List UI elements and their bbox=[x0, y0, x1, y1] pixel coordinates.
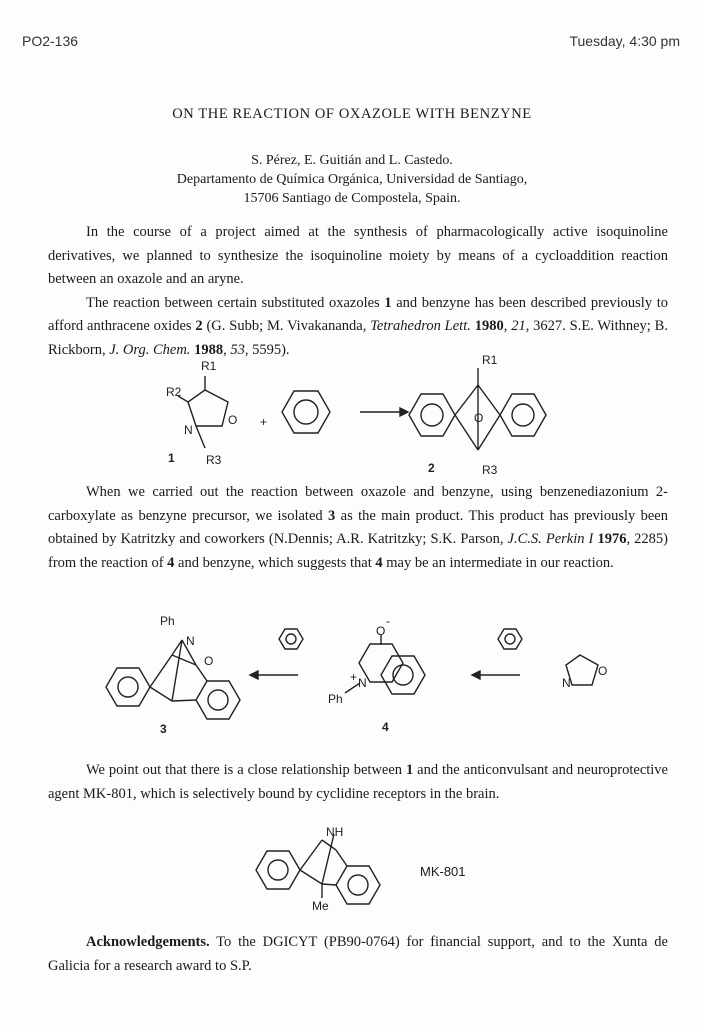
ph-label-4: Ph bbox=[328, 692, 343, 706]
r3-label: R3 bbox=[206, 453, 222, 467]
benzyne-ring bbox=[282, 391, 330, 433]
mk801-structure bbox=[0, 820, 704, 915]
nh-label: NH bbox=[326, 825, 344, 839]
me-label: Me bbox=[312, 899, 329, 913]
n-label: N bbox=[184, 423, 193, 437]
o-bridge-label: O bbox=[474, 411, 484, 425]
session-time: Tuesday, 4:30 pm bbox=[569, 33, 680, 49]
acknowledgements bbox=[48, 931, 668, 978]
oxide-o-label: O bbox=[376, 624, 386, 638]
author-names: S. Pérez, E. Guitián and L. Castedo. bbox=[251, 153, 453, 168]
compound-4-label: 4 bbox=[382, 720, 389, 734]
minus-charge: - bbox=[386, 614, 390, 628]
r3-label-2: R3 bbox=[482, 463, 498, 477]
mk801-label: MK-801 bbox=[420, 864, 466, 879]
paragraph-results bbox=[48, 481, 668, 575]
r1-label: R1 bbox=[201, 359, 217, 373]
compound-2-label: 2 bbox=[428, 461, 435, 475]
para3-text: When we carried out the reaction between oxazole and benzyne, using benzenediazonium 2-carboxylate as benzyne precursor, we isolated 3 as the main product. This product has previously been obtained by Katritzky and coworkers (N.Dennis; A.R. Katritzky; S.K. Parson, J.C.S. Perkin I 1976, 2285) from the reaction of 4 and benzyne, which suggests that 4 may be an intermediate in our reaction. bbox=[48, 484, 668, 571]
para2-text: The reaction between certain substituted oxazoles 1 and benzyne has been described previously to afford anthracene oxides 2 (G. Subb; M. Vivakananda, Tetrahedron Lett. 1980, 21, 3627. S.E. Withney; B. Rickborn, J. Org. Chem. 1988, 53, 5595). bbox=[48, 294, 668, 358]
ack-heading: Acknowledgements. bbox=[86, 934, 210, 950]
r2-label: R2 bbox=[166, 385, 182, 399]
para4-text: We point out that there is a close relationship between 1 and the anticonvulsant and neuroprotective agent MK-801, which is selectively bound by cyclidine receptors in the brain. bbox=[48, 762, 668, 802]
plus-sign: + bbox=[260, 415, 268, 429]
scheme-1-oxazole-benzyne bbox=[0, 350, 704, 480]
n-label-3: N bbox=[186, 634, 195, 648]
compound-3-label: 3 bbox=[160, 722, 167, 736]
oxazole-ring bbox=[188, 390, 228, 426]
paper-title: ON THE REACTION OF OXAZOLE WITH BENZYNE bbox=[172, 106, 532, 122]
scheme-2-mechanism bbox=[0, 605, 704, 740]
ack-text: To the DGICYT (PB90-0764) for financial support, and to the Xunta de Galicia for a research award to S.P. bbox=[48, 934, 668, 974]
abstract-code: PO2-136 bbox=[22, 33, 79, 49]
o-label: O bbox=[228, 413, 238, 427]
ph-label: Ph bbox=[160, 614, 175, 628]
para1-text: In the course of a project aimed at the synthesis of pharmacologically active isoquinoline derivatives, we planned to synthesize the isoquinoline moiety by means of a cycloaddition reaction between an oxazole and an aryne. bbox=[48, 224, 668, 287]
address: 15706 Santiago de Compostela, Spain. bbox=[243, 191, 461, 206]
paragraph-mk801 bbox=[48, 759, 668, 806]
affiliation: Departamento de Química Orgánica, Universidad de Santiago, bbox=[176, 172, 528, 187]
plus-charge: + bbox=[350, 670, 358, 684]
oxazole-n-label: N bbox=[562, 676, 571, 690]
compound-1-label: 1 bbox=[168, 451, 175, 465]
carbonyl-o-label: O bbox=[204, 654, 214, 668]
paragraph-intro bbox=[48, 221, 668, 362]
n-label-4: N bbox=[358, 676, 367, 690]
authors-block bbox=[0, 151, 704, 208]
r1-label-2: R1 bbox=[482, 353, 498, 367]
oxazole-o-label: O bbox=[598, 664, 608, 678]
